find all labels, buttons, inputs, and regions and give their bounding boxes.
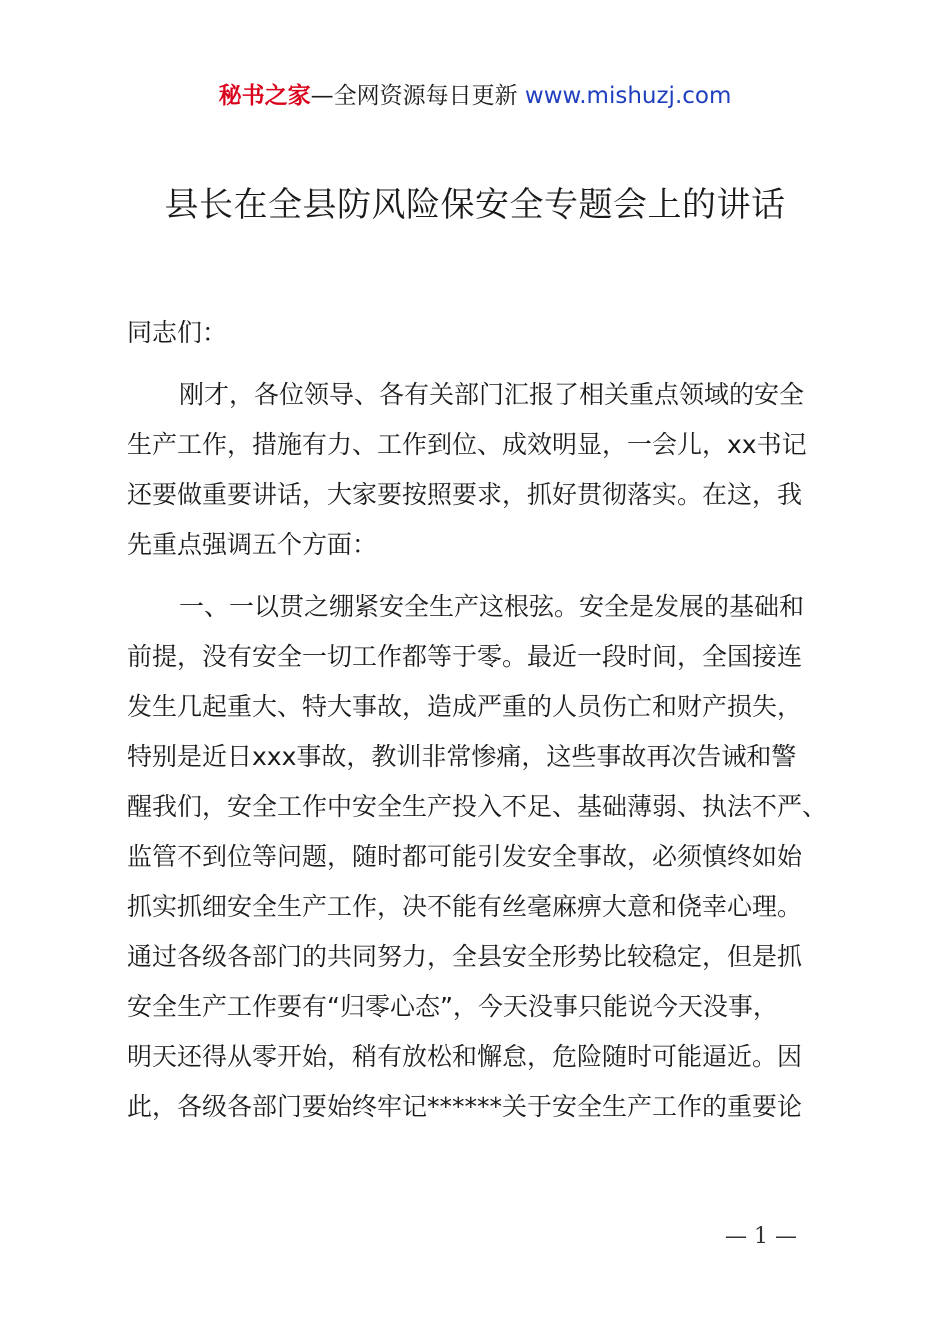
document-body bbox=[127, 308, 832, 1132]
paragraph-2-line: 抓实抓细安全生产工作，决不能有丝毫麻痹大意和侥幸心理。 bbox=[127, 892, 803, 921]
brand-name: 秘书之家 bbox=[218, 83, 311, 109]
paragraph-2-line: 安全生产工作要有“归零心态”，今天没事只能说今天没事， bbox=[127, 992, 778, 1021]
paragraph-2-line: 通过各级各部门的共同努力，全县安全形势比较稳定，但是抓 bbox=[127, 942, 803, 971]
paragraph-2-line: 特别是近日xxx事故，教训非常惨痛，这些事故再次告诫和警 bbox=[127, 742, 797, 771]
paragraph-2-line: 一、一以贯之绷紧安全生产这根弦。安全是发展的基础和 bbox=[179, 592, 805, 621]
paragraph-1-line: 生产工作，措施有力、工作到位、成效明显，一会儿，xx书记 bbox=[127, 430, 807, 459]
paragraph-1-line: 还要做重要讲话，大家要按照要求，抓好贯彻落实。在这，我 bbox=[127, 480, 803, 509]
paragraph-1-line: 先重点强调五个方面： bbox=[127, 530, 378, 559]
paragraph-1-line: 刚才，各位领导、各有关部门汇报了相关重点领域的安全 bbox=[179, 380, 805, 409]
page-number: — 1 — bbox=[725, 1224, 797, 1249]
paragraph-2-line: 发生几起重大、特大事故，造成严重的人员伤亡和财产损失， bbox=[127, 692, 803, 721]
salutation: 同志们： bbox=[127, 318, 228, 347]
header-tagline: —全网资源每日更新 bbox=[310, 83, 525, 109]
paragraph-2-line: 此，各级各部门要始终牢记******关于安全生产工作的重要论 bbox=[127, 1092, 803, 1121]
paragraph-2-line: 明天还得从零开始，稍有放松和懈怠，危险随时可能逼近。因 bbox=[127, 1042, 803, 1071]
site-url: www.mishuzj.com bbox=[524, 83, 732, 109]
site-header bbox=[0, 80, 950, 112]
paragraph-2-line: 醒我们，安全工作中安全生产投入不足、基础薄弱、执法不严、 bbox=[127, 792, 828, 821]
paragraph-2-line: 监管不到位等问题，随时都可能引发安全事故，必须慎终如始 bbox=[127, 842, 803, 871]
document-title: 县长在全县防风险保安全专题会上的讲话 bbox=[164, 185, 786, 225]
paragraph-2-line: 前提，没有安全一切工作都等于零。最近一段时间，全国接连 bbox=[127, 642, 803, 671]
